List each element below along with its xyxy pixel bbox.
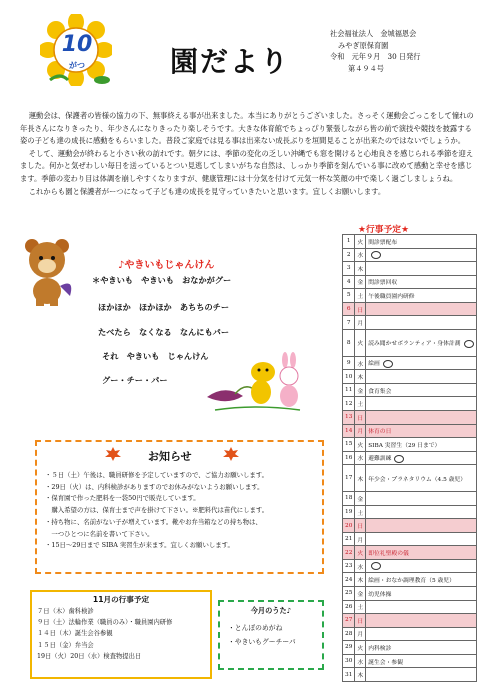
event-weekday-label: 日 [357,415,364,422]
event-weekday-label: 水 [357,456,364,463]
song-line: たべたら なくなる なんにもパー [98,327,230,337]
issue-no: 第４９４号 [348,63,384,73]
event-text [366,411,476,425]
song-title: ♪やきいもじゃんけん [118,260,215,271]
event-row [343,532,477,546]
event-text [366,248,476,262]
event-text-label: 絵画・おなか調理教育（5 歳児） [368,578,455,585]
event-weekday-label: 木 [357,476,364,483]
event-weekday-label: 月 [357,321,364,328]
event-text [366,627,476,641]
event-text-label: 誕生会・参観 [368,659,403,666]
event-weekday-label: 金 [357,280,364,287]
event-weekday [355,370,366,384]
event-weekday-label: 火 [357,442,364,449]
event-weekday [355,235,366,249]
event-day [343,316,355,330]
november-item: ９日（土）法輪作業（職員のみ）・職員園内研修 [37,619,173,627]
event-weekday [355,383,366,397]
publish-date: 令和 元年９月 30 日発行 [330,52,421,61]
notice-list [45,470,315,552]
event-weekday-label: 土 [357,293,364,300]
event-day [343,614,355,628]
event-day [343,546,355,560]
event-illustration-icon [371,562,381,570]
event-row [343,316,477,330]
event-weekday [355,316,366,330]
event-weekday-label: 水 [357,361,364,368]
intro-paragraph: 運動会は、保護者の皆様の協力の下、無事終える事が出来ました。本当にありがとうございました。さっそく運動会ごっこをして憧れの年長さんになりきったり、年少さんになりきったり楽しそうです。大きな体育館でちょっぴり緊張しながら皆の前で演技や競技を披露する姿の子ども達の成長に感動をもらいました。普段ご家庭では見る事は出来ない成長ぶりを垣間見ることが出来たのではないでしょうか。 [20,111,474,146]
event-day [343,370,355,384]
event-weekday-label: 土 [357,510,364,517]
event-text [366,438,476,452]
event-text [366,546,476,560]
event-day [343,451,355,465]
event-text-label: 午後職員園内研修 [368,293,415,300]
november-item: ７日（木）歯科検診 [37,608,94,615]
event-text [366,519,476,533]
event-row [343,370,477,384]
event-weekday [355,302,366,316]
issue-number: 10 [61,32,93,57]
event-text-label: 幼児体操 [368,591,392,598]
song-of-month-item: ・やきいもグーチーパ [228,638,296,646]
event-day [343,573,355,587]
event-text-label: 体育の日 [368,429,392,436]
event-illustration-icon [394,455,404,463]
song-line: ＊やきいも やきいも おなかがグー [92,275,232,285]
event-day [343,438,355,452]
event-day [343,411,355,425]
event-day [343,627,355,641]
event-day-label: 31 [345,671,353,678]
event-weekday [355,275,366,289]
november-item: 19日（火）20日（水）検査物提出日 [37,652,142,660]
events-title: ★行事予定★ [358,225,409,235]
event-text [366,235,476,249]
event-weekday [355,451,366,465]
notice-title: お知らせ [148,450,192,463]
event-row [343,329,477,356]
event-text [366,356,476,370]
event-day-label: 17 [345,475,353,482]
event-text-label: 食育集会 [368,388,392,395]
notice-item: ・保育園で作った肥料を一袋50円で販売しています。 [45,494,200,503]
song-line: グー・チー・パー [102,375,168,385]
event-weekday [355,641,366,655]
event-text [366,397,476,411]
event-text-label: 絵画 [368,361,380,368]
event-day [343,262,355,276]
event-day-label: 11 [345,387,353,394]
event-day [343,492,355,506]
event-day [343,587,355,601]
event-row [343,559,477,573]
event-illustration-icon [383,360,393,368]
november-item: １５日（金）弁当会 [37,641,94,649]
event-text [366,275,476,289]
event-text [366,302,476,316]
event-weekday [355,356,366,370]
publisher-school: みやぎ原保育園 [338,40,389,50]
event-weekday [355,411,366,425]
event-day-label: 6 [346,306,351,312]
event-weekday [355,600,366,614]
intro-paragraph: そして、運動会が終わると小さい秋の訪れです。朝夕には、季節の変化の乏しい沖縄でも窓を開けると心地良さを感じられる季節を迎えました。何かと気ぜわしい毎日を送っているとつい見逃してしまいがちな自然は、しっかり季節を刻んでいる事に改めて感動と幸せを感じます。季節の変わり目は体調を崩しやすくなりますが、健康管理には十分気を付けて元気一杯な笑顔の中で楽しく過ごしましょうね。 [20,148,474,183]
event-weekday [355,248,366,262]
event-weekday [355,668,366,682]
event-day [343,641,355,655]
maple-leaf-icon [222,446,240,462]
event-day [343,275,355,289]
event-weekday-label: 月 [357,429,364,436]
event-day [343,465,355,492]
event-text [366,465,476,492]
event-row [343,289,477,303]
event-text-label: 読み聞かせボランティア・身体計測 [368,341,461,348]
event-weekday [355,438,366,452]
event-day-label: 24 [345,576,353,583]
intro-paragraph: これからも園と保護者がーつになって子ども達の成長を見守っていきたいと思います。宜しくお願いします。 [28,186,386,196]
event-weekday [355,532,366,546]
event-text [366,451,476,465]
publisher-org: 社会福祉法人 金城福恩会 [330,29,417,38]
event-day [343,248,355,262]
notice-item: 一つひとつに名前を書いて下さい。 [45,529,154,538]
event-weekday [355,546,366,560]
event-row [343,411,477,425]
event-row [343,573,477,587]
maple-leaf-icon [104,446,122,462]
notice-item: 購入希望の方は、保育士まで声を掛けて下さい。※肥料代は苗代にします。 [45,506,269,515]
event-text [366,641,476,655]
event-weekday-label: 水 [357,253,364,260]
event-weekday-label: 金 [357,388,364,395]
event-row [343,654,477,668]
event-day-label: 8 [346,339,351,346]
event-weekday-label: 木 [357,578,364,585]
event-row [343,356,477,370]
event-day [343,505,355,519]
event-weekday-label: 日 [357,618,364,625]
event-day-label: 29 [345,644,353,651]
event-row [343,397,477,411]
event-day-label: 27 [345,617,353,624]
event-weekday [355,492,366,506]
event-weekday-label: 火 [357,645,364,652]
event-weekday-label: 土 [357,402,364,409]
event-day-label: 12 [345,400,353,407]
event-day-label: 15 [345,441,353,448]
event-row [343,438,477,452]
event-day-label: 7 [346,319,351,326]
event-text [366,614,476,628]
event-day-label: 5 [346,292,351,299]
event-day-label: 2 [346,251,351,258]
event-weekday [355,627,366,641]
november-schedule-title: 11月の行事予定 [92,595,150,604]
event-row [343,614,477,628]
event-day-label: 26 [345,603,353,610]
november-item: １４日（木）誕生会谷参観 [37,630,113,638]
notice-item: ・29日（火）は、内科検診がありますのでお休みがないようお願いします。 [45,482,264,491]
event-row [343,275,477,289]
event-row [343,546,477,560]
event-weekday [355,654,366,668]
event-weekday-label: 木 [357,266,364,273]
event-day [343,519,355,533]
event-day-label: 21 [345,536,353,543]
notice-item: ・持ち物に、名前がない子が増えています。靴やお弁当箱などの持ち物は、 [45,517,262,526]
event-text [366,370,476,384]
event-day [343,329,355,356]
event-day [343,235,355,249]
event-text [366,262,476,276]
event-row [343,668,477,682]
event-weekday-label: 日 [357,524,364,531]
event-weekday-label: 木 [357,673,364,680]
event-text [366,654,476,668]
event-weekday-label: 金 [357,591,364,598]
event-text [366,532,476,546]
event-weekday-label: 水 [357,659,364,666]
event-day [343,302,355,316]
page-title: 園だより [170,45,291,78]
event-row [343,587,477,601]
event-row [343,505,477,519]
event-weekday-label: 月 [357,632,364,639]
event-text [366,505,476,519]
publisher-info [330,28,421,74]
event-weekday [355,614,366,628]
issue-unit: がつ [69,61,85,70]
event-text [366,587,476,601]
event-row [343,424,477,438]
event-row [343,627,477,641]
event-weekday-label: 火 [357,341,364,348]
event-text [366,573,476,587]
event-day-label: 14 [345,427,353,434]
event-day [343,600,355,614]
event-weekday [355,505,366,519]
event-day [343,668,355,682]
event-weekday-label: 土 [357,605,364,612]
event-weekday [355,519,366,533]
event-weekday [355,573,366,587]
event-weekday [355,465,366,492]
event-row [343,383,477,397]
event-day-label: 3 [346,265,351,272]
event-weekday-label: 火 [357,239,364,246]
event-day-label: 25 [345,590,353,597]
event-text-label: 問診票回収 [368,280,398,287]
event-row [343,302,477,316]
event-weekday-label: 火 [357,551,364,558]
event-day [343,397,355,411]
event-day [343,289,355,303]
event-text [366,668,476,682]
event-weekday [355,587,366,601]
event-day [343,532,355,546]
november-schedule-list [37,606,172,662]
event-day-label: 18 [345,495,353,502]
intro-text [20,110,475,198]
event-text-label: 年少会・プラネタリウム（4.5 歳児） [368,476,466,483]
event-weekday-label: 木 [357,375,364,382]
event-weekday [355,397,366,411]
event-day [343,559,355,573]
event-text-label: 内科検診 [368,645,392,652]
notice-item: ・５日（土）午後は、職員研修を予定していますので、ご協力お願いします。 [45,471,269,479]
event-weekday-label: 金 [357,496,364,503]
song-line: それ やきいも じゃんけん [102,351,209,361]
event-row [343,600,477,614]
event-day-label: 1 [346,238,351,245]
notice-item: ・15日〜29日まで SIBA 実習生が来ます。宜しくお願いします。 [45,541,234,550]
event-weekday-label: 日 [357,307,364,314]
bear-illustration [20,236,78,306]
event-weekday [355,559,366,573]
event-illustration-icon [464,340,474,348]
event-row [343,641,477,655]
song-of-month-title: 今月のうた♪ [250,606,292,615]
event-row [343,248,477,262]
event-day-label: 28 [345,630,353,637]
event-weekday [355,262,366,276]
event-text [366,492,476,506]
song-line: ほかほか ほかほか あちちのチー [98,302,230,312]
event-text [366,329,476,356]
event-row [343,492,477,506]
event-illustration-icon [371,251,381,259]
event-day [343,383,355,397]
event-day [343,424,355,438]
event-row [343,465,477,492]
event-text [366,424,476,438]
event-text [366,316,476,330]
event-day-label: 16 [345,454,353,461]
event-row [343,519,477,533]
animals-sweet-potato-illustration [205,352,305,414]
event-day-label: 19 [345,509,353,516]
event-row [343,451,477,465]
event-text-label: 間診票配布 [368,239,398,246]
event-text-label: SIBA 実習生（29 日まで） [368,442,441,449]
event-day-label: 4 [346,278,351,285]
event-text [366,383,476,397]
event-day-label: 20 [345,522,353,529]
event-row [343,235,477,249]
event-text-label: 避難訓練 [368,456,392,463]
event-day [343,356,355,370]
song-of-month-item: ・とんぼのめがね [228,624,283,632]
event-day-label: 13 [345,414,353,421]
event-day-label: 30 [345,658,353,665]
event-weekday [355,289,366,303]
event-text [366,559,476,573]
event-text [366,600,476,614]
event-day-label: 9 [346,360,351,367]
event-day [343,654,355,668]
event-weekday [355,329,366,356]
event-weekday [355,424,366,438]
event-day-label: 23 [345,563,353,570]
event-text [366,289,476,303]
event-weekday-label: 月 [357,537,364,544]
event-day-label: 10 [345,373,353,380]
song-of-month-list [228,621,296,649]
event-text-label: 即位礼聖殿の儀 [368,551,409,558]
event-day-label: 22 [345,549,353,556]
event-weekday-label: 水 [357,564,364,571]
events-table [342,234,477,682]
event-row [343,262,477,276]
